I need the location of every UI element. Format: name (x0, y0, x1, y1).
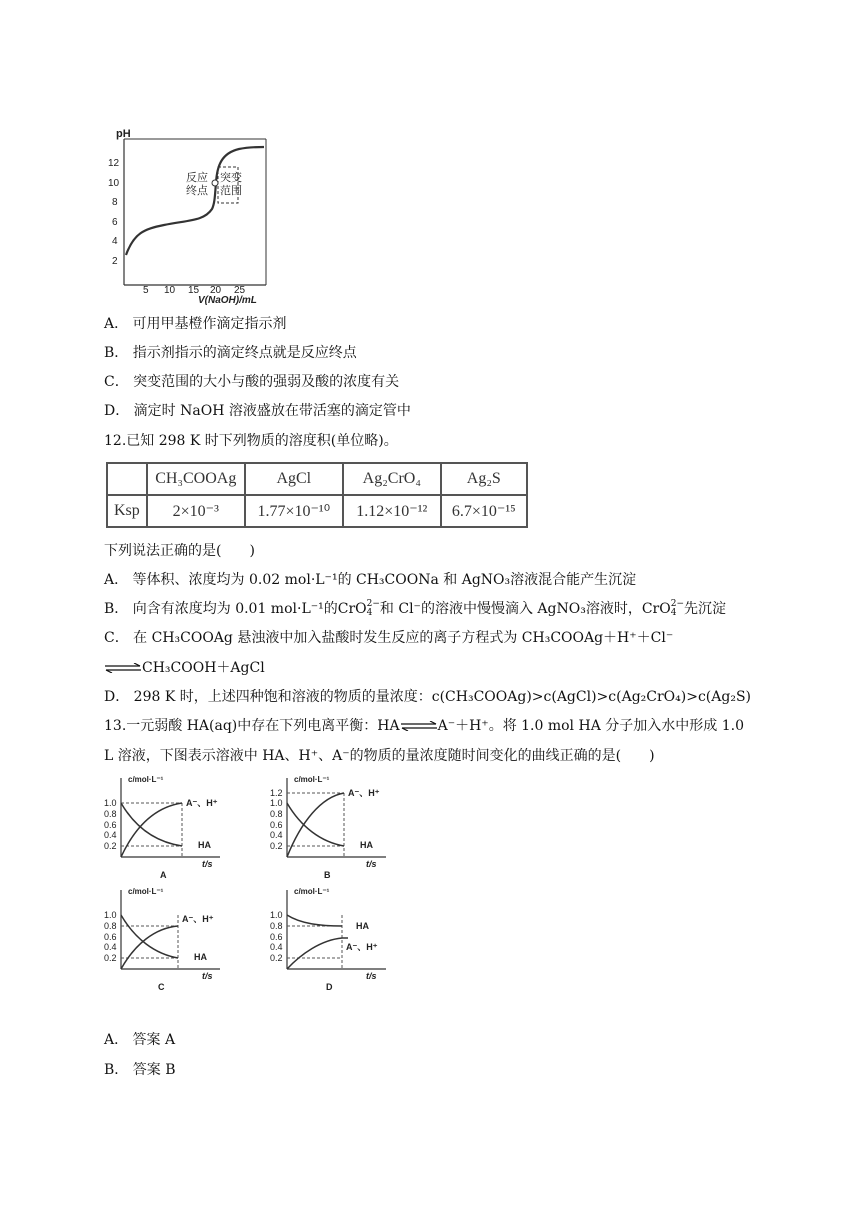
jump-range-label: 范围 (220, 185, 242, 197)
y-tick: 0.8 (104, 921, 117, 931)
curve-label: A⁻、H⁺ (182, 914, 214, 924)
y-axis-label: c/mol·L⁻¹ (294, 775, 330, 784)
y-tick: 1.0 (270, 798, 283, 808)
volume-tick: 25 (234, 285, 246, 296)
chromate-ion: CrO 2− 4 (337, 599, 380, 618)
table-header-cell: Ag₂S (441, 463, 527, 495)
curve-label: HA (356, 921, 369, 931)
curve-label: A⁻、H⁺ (186, 798, 218, 808)
y-tick: 1.0 (104, 910, 117, 920)
graph-c (100, 884, 250, 994)
volume-tick: 10 (164, 285, 176, 296)
table-cell: 1.12×10⁻¹² (343, 495, 441, 527)
y-tick: 0.2 (270, 953, 283, 963)
q11-option-c: C． 突变范围的大小与酸的强弱及酸的浓度有关 (104, 374, 400, 390)
curve-label: A⁻、H⁺ (346, 942, 378, 952)
q11-option-b: B． 指示剂指示的滴定终点就是反应终点 (104, 345, 357, 361)
y-tick: 1.0 (104, 798, 117, 808)
y-tick: 0.6 (270, 932, 283, 942)
y-tick: 1.2 (270, 788, 283, 798)
q12-option-c-line1: C． 在 CH₃COOAg 悬浊液中加入盐酸时发生反应的离子方程式为 CH₃COOAg＋H⁺＋Cl⁻ (104, 630, 674, 646)
y-tick: 0.2 (104, 841, 117, 851)
graph-letter: C (158, 982, 165, 992)
q13-option-b: B． 答案 B (104, 1062, 176, 1078)
y-tick: 0.4 (270, 942, 283, 952)
q12-option-b (104, 599, 726, 619)
chromate-ion: CrO 2− 4 (641, 599, 684, 618)
graph-d (266, 884, 416, 994)
ksp-row-label: Ksp (107, 495, 147, 527)
equilibrium-arrow-icon (400, 721, 438, 731)
curve-label: A⁻、H⁺ (348, 788, 380, 798)
y-tick: 0.6 (104, 932, 117, 942)
ph-tick: 6 (112, 217, 118, 228)
table-header-cell: AgCl (245, 463, 343, 495)
q12-stem: 12.已知 298 K 时下列物质的溶度积(单位略)。 (104, 433, 398, 449)
q11-option-d: D． 滴定时 NaOH 溶液盛放在带活塞的滴定管中 (104, 403, 411, 419)
ph-tick: 8 (112, 197, 118, 208)
table-cell: 2×10⁻³ (147, 495, 245, 527)
ph-tick: 10 (108, 178, 120, 189)
endpoint-label: 终点 (186, 185, 208, 197)
ion-curve (287, 793, 344, 857)
graph-b (266, 772, 416, 882)
jump-range-label: 突变 (220, 172, 242, 184)
ha-curve (287, 915, 342, 926)
q13-option-a: A． 答案 A (104, 1032, 176, 1048)
graph-letter: A (160, 870, 167, 880)
volume-axis-label: V(NaOH)/mL (198, 295, 257, 306)
option-b-text: 和 Cl⁻的溶液中慢慢滴入 AgNO₃溶液时， (379, 601, 642, 617)
q12-option-a: A． 等体积、浓度均为 0.02 mol·L⁻¹的 CH₃COONa 和 AgNO₃溶液混合能产生沉淀 (104, 572, 637, 588)
q12-option-c-line2: CH₃COOH＋AgCl (104, 658, 265, 678)
curve-label: HA (198, 840, 211, 850)
ion-curve (287, 938, 348, 969)
x-axis-label: t/s (202, 971, 213, 981)
option-b-text: 先沉淀 (684, 601, 726, 617)
x-axis-label: t/s (366, 859, 377, 869)
y-axis-label: c/mol·L⁻¹ (294, 887, 330, 896)
q13-stem-line1: 13.一元弱酸 HA(aq)中存在下列电离平衡：HA A⁻＋H⁺。将 1.0 mol HA 分子加入水中形成 1.0 (104, 718, 744, 734)
volume-tick: 5 (143, 285, 149, 296)
ph-tick: 2 (112, 256, 118, 267)
table-cell: 6.7×10⁻¹⁵ (441, 495, 527, 527)
option-b-text: B． 向含有浓度均为 0.01 mol·L⁻¹的 (104, 601, 338, 617)
volume-tick: 20 (210, 285, 222, 296)
y-tick: 0.8 (270, 809, 283, 819)
table-row (107, 495, 527, 527)
equilibrium-arrow-icon (104, 663, 142, 673)
table-header-cell: Ag₂CrO₄ (343, 463, 441, 495)
volume-tick: 15 (188, 285, 200, 296)
y-tick: 0.4 (104, 830, 117, 840)
ksp-table (106, 462, 528, 528)
graph-letter: B (324, 870, 331, 880)
table-header-cell: CH₃COOAg (147, 463, 245, 495)
y-tick: 0.4 (270, 830, 283, 840)
y-tick: 0.2 (270, 841, 283, 851)
x-axis-label: t/s (366, 971, 377, 981)
titration-curve-figure (104, 125, 284, 305)
endpoint-label: 反应 (186, 172, 208, 184)
titration-curve (126, 147, 264, 255)
q12-prompt: 下列说法正确的是( ) (104, 543, 255, 559)
table-row (107, 463, 527, 495)
y-tick: 0.8 (104, 809, 117, 819)
y-tick: 0.6 (104, 820, 117, 830)
q12-option-d: D． 298 K 时，上述四种饱和溶液的物质的量浓度：c(CH₃COOAg)>c(AgCl)>c(Ag₂CrO₄)>c(Ag₂S) (104, 689, 751, 705)
ion-curve (121, 803, 182, 857)
y-axis-label: c/mol·L⁻¹ (128, 775, 164, 784)
graph-a (100, 772, 250, 882)
ph-axis-label: pH (116, 128, 131, 140)
q11-option-a: A． 可用甲基橙作滴定指示剂 (104, 316, 287, 332)
curve-label: HA (194, 952, 207, 962)
ph-tick: 12 (108, 158, 120, 169)
x-axis-label: t/s (202, 859, 213, 869)
q13-stem-line2: L 溶液，下图表示溶液中 HA、H⁺、A⁻的物质的量浓度随时间变化的曲线正确的是( ) (104, 748, 655, 764)
endpoint-marker (212, 180, 218, 186)
y-tick: 0.2 (104, 953, 117, 963)
y-tick: 0.8 (270, 921, 283, 931)
curve-label: HA (360, 840, 373, 850)
y-tick: 0.4 (104, 942, 117, 952)
table-corner-cell (107, 463, 147, 495)
y-axis-label: c/mol·L⁻¹ (128, 887, 164, 896)
table-cell: 1.77×10⁻¹⁰ (245, 495, 343, 527)
y-tick: 1.0 (270, 910, 283, 920)
graph-letter: D (326, 982, 333, 992)
ph-tick: 4 (112, 236, 118, 247)
y-tick: 0.6 (270, 820, 283, 830)
